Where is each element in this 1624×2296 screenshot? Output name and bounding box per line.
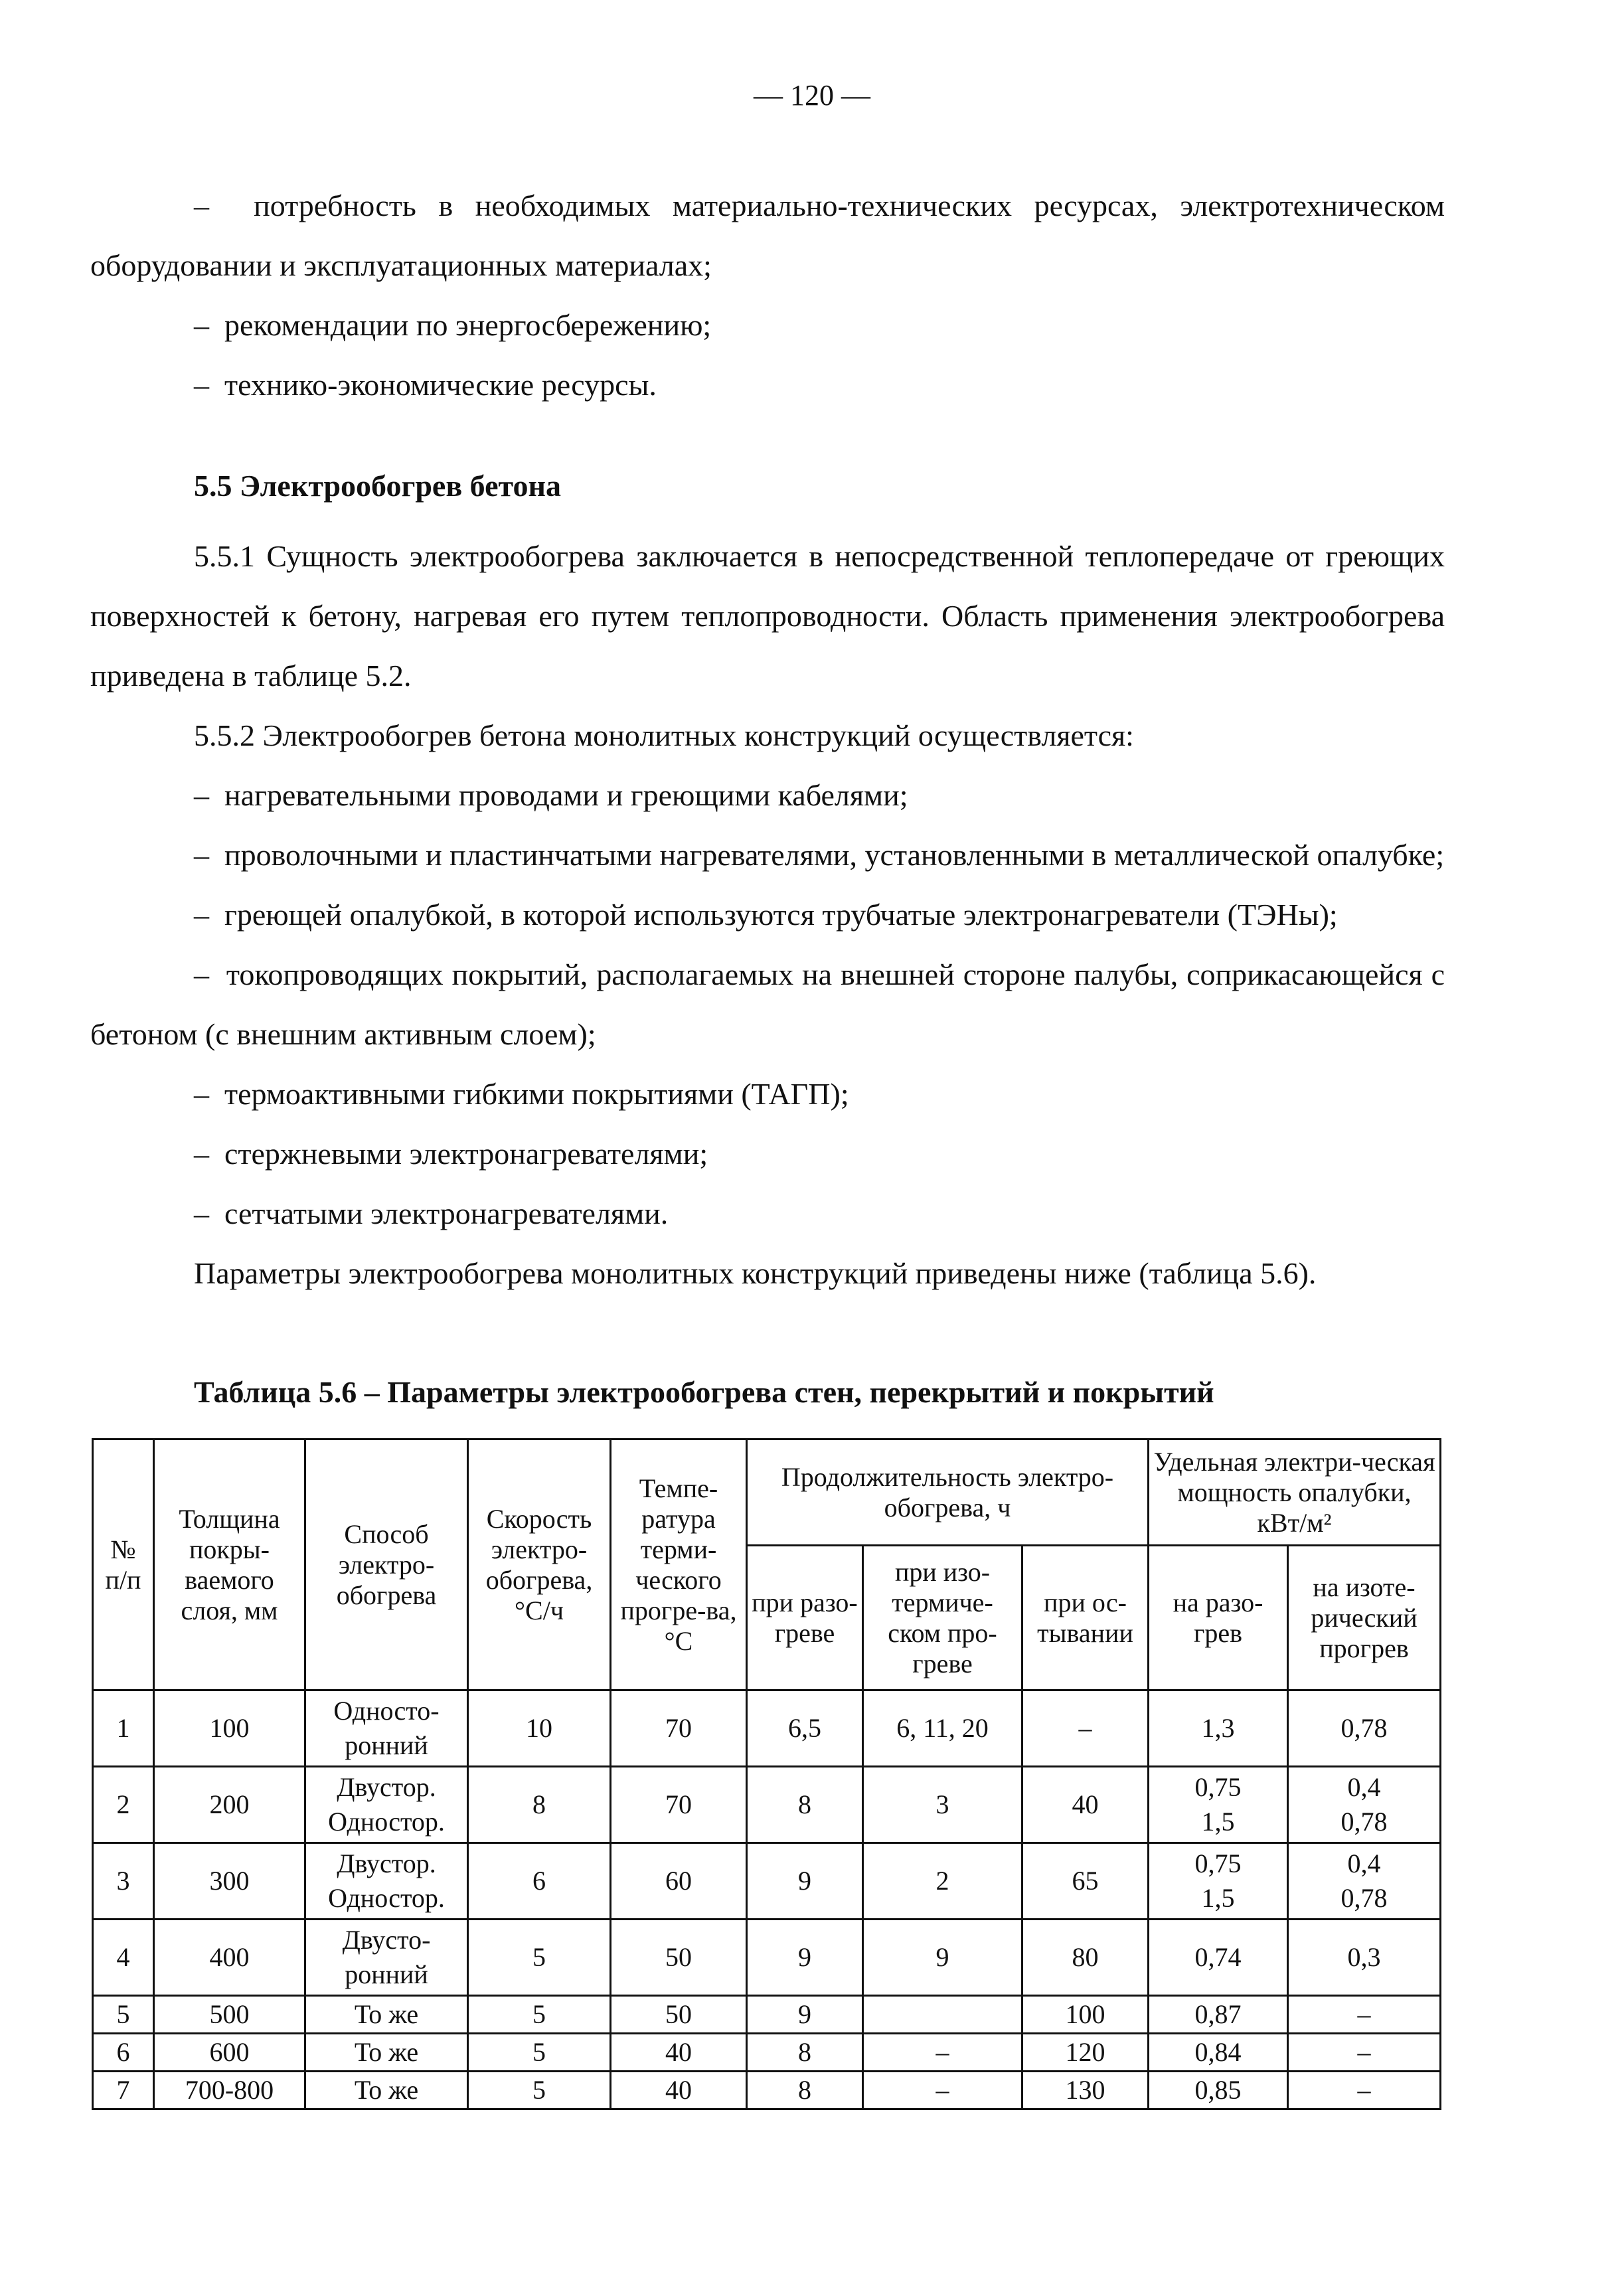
- cell-num: 1: [93, 1690, 154, 1767]
- cell-dur-cool: –: [1022, 1690, 1149, 1767]
- cell-dur-heat: 9: [747, 1843, 863, 1920]
- cell-temp: 70: [611, 1690, 747, 1767]
- cell-dur-cool: 80: [1022, 1920, 1149, 1996]
- cell-speed: 8: [468, 1767, 611, 1843]
- cell-value-line: 1,5: [1201, 1807, 1235, 1837]
- cell-value-line: 0,4: [1347, 1848, 1381, 1878]
- header-speed: Скорость электро-обогрева, °С/ч: [468, 1439, 611, 1690]
- method-item: – токопроводящих покрытий, располагаемых на внешней стороне палубы, соприкасающейся с бетоном (с внешним активным слоем);: [90, 945, 1445, 1064]
- cell-method: [305, 1843, 468, 1920]
- table-caption: Таблица 5.6 – Параметры электрообогрева стен, перекрытий и покрытий: [194, 1375, 1214, 1409]
- cell-pow-iso: –: [1288, 2072, 1441, 2109]
- cell-speed: 5: [468, 2072, 611, 2109]
- cell-dur-heat: 9: [747, 1920, 863, 1996]
- cell-temp: 40: [611, 2072, 747, 2109]
- method-item: – сетчатыми электронагревателями.: [90, 1184, 1445, 1244]
- paragraph-5-5-2: 5.5.2 Электрообогрев бетона монолитных конструкций осуществляется:: [194, 718, 1134, 752]
- cell-method-line: ронний: [345, 1730, 428, 1760]
- cell-method-line: Односто-: [333, 1696, 440, 1726]
- paragraph-5-5-1: 5.5.1 Сущность электрообогрева заключается в непосредственной теплопередаче от греющих поверхностей к бетону, нагревая его путем теплопроводности. Область применения электрообогрева приведена в таблице 5.2.: [90, 539, 1445, 693]
- cell-value-line: 0,75: [1194, 1772, 1242, 1802]
- cell-pow-heat: 0,84: [1149, 2034, 1288, 2072]
- cell-pow-heat: 0,74: [1149, 1920, 1288, 1996]
- cell-method: То же: [305, 1996, 468, 2034]
- cell-thickness: 200: [154, 1767, 305, 1843]
- cell-method: То же: [305, 2072, 468, 2109]
- table-row: [93, 1920, 1441, 1996]
- cell-temp: 40: [611, 2034, 747, 2072]
- cell-method-line: Одностор.: [328, 1883, 445, 1913]
- cell-pow-iso: –: [1288, 1996, 1441, 2034]
- header-pow-heating: на разо-грев: [1149, 1546, 1288, 1690]
- cell-pow-heat: 0,87: [1149, 1996, 1288, 2034]
- cell-dur-heat: 8: [747, 2072, 863, 2109]
- cell-dur-cool: 40: [1022, 1767, 1149, 1843]
- cell-value-line: 0,4: [1347, 1772, 1381, 1802]
- method-item: – греющей опалубкой, в которой используются трубчатые электронагреватели (ТЭНы);: [90, 885, 1445, 945]
- table-row: [93, 2072, 1441, 2109]
- cell-dur-heat: 8: [747, 2034, 863, 2072]
- cell-thickness: 700-800: [154, 2072, 305, 2109]
- cell-dur-heat: 6,5: [747, 1690, 863, 1767]
- cell-value-line: 0,78: [1340, 1807, 1388, 1837]
- page-number: — 120 —: [754, 79, 870, 112]
- cell-dur-iso: –: [863, 2072, 1022, 2109]
- cell-speed: 5: [468, 1996, 611, 2034]
- method-item: – термоактивными гибкими покрытиями (ТАГП);: [90, 1064, 1445, 1124]
- cell-thickness: 400: [154, 1920, 305, 1996]
- cell-dur-iso: [863, 1996, 1022, 2034]
- intro-bullet: – рекомендации по энергосбережению;: [90, 295, 1445, 355]
- cell-dur-iso: 6, 11, 20: [863, 1690, 1022, 1767]
- cell-value-line: 0,78: [1340, 1883, 1388, 1913]
- table-row: [93, 1767, 1441, 1843]
- cell-dur-heat: 8: [747, 1767, 863, 1843]
- method-item: – нагревательными проводами и греющими кабелями;: [90, 766, 1445, 825]
- cell-method-line: Двустор.: [337, 1848, 436, 1878]
- header-duration-group: Продолжительность электро-обогрева, ч: [747, 1439, 1149, 1546]
- table-row: [93, 1690, 1441, 1767]
- cell-thickness: 600: [154, 2034, 305, 2072]
- section-body: [90, 527, 1445, 1303]
- cell-speed: 5: [468, 1920, 611, 1996]
- cell-method: [305, 1767, 468, 1843]
- header-dur-heating: при разо-греве: [747, 1546, 863, 1690]
- cell-pow-iso: [1288, 1843, 1441, 1920]
- cell-value-line: 0,75: [1194, 1848, 1242, 1878]
- cell-num: 2: [93, 1767, 154, 1843]
- cell-pow-heat: [1149, 1843, 1288, 1920]
- section-heading: 5.5 Электрообогрев бетона: [194, 469, 561, 503]
- cell-dur-cool: 120: [1022, 2034, 1149, 2072]
- header-dur-cooling: при ос-тывании: [1022, 1546, 1149, 1690]
- header-pow-isothermal: на изоте-рический прогрев: [1288, 1546, 1441, 1690]
- cell-pow-heat: 1,3: [1149, 1690, 1288, 1767]
- header-dur-isothermal: при изо-термиче-ском про-греве: [863, 1546, 1022, 1690]
- cell-method-line: Двустор.: [337, 1772, 436, 1802]
- cell-thickness: 500: [154, 1996, 305, 2034]
- cell-dur-iso: 2: [863, 1843, 1022, 1920]
- cell-pow-iso: 0,3: [1288, 1920, 1441, 1996]
- cell-temp: 50: [611, 1996, 747, 2034]
- cell-thickness: 300: [154, 1843, 305, 1920]
- method-item: – стержневыми электронагревателями;: [90, 1124, 1445, 1184]
- cell-method-line: ронний: [345, 1959, 428, 1989]
- cell-thickness: 100: [154, 1690, 305, 1767]
- cell-num: 3: [93, 1843, 154, 1920]
- intro-bullet: – потребность в необходимых материально-технических ресурсах, электротехническом оборудовании и эксплуатационных материалах;: [90, 176, 1445, 295]
- intro-bullet: – технико-экономические ресурсы.: [90, 355, 1445, 415]
- cell-dur-cool: 130: [1022, 2072, 1149, 2109]
- paragraph-table-ref: Параметры электрообогрева монолитных конструкций приведены ниже (таблица 5.6).: [194, 1256, 1317, 1290]
- intro-bullet-list: [90, 176, 1445, 415]
- cell-method: То же: [305, 2034, 468, 2072]
- cell-temp: 50: [611, 1920, 747, 1996]
- cell-method: [305, 1920, 468, 1996]
- cell-temp: 60: [611, 1843, 747, 1920]
- cell-method-line: Одностор.: [328, 1807, 445, 1837]
- cell-dur-cool: 100: [1022, 1996, 1149, 2034]
- cell-num: 5: [93, 1996, 154, 2034]
- header-power-group: Удельная электри-ческая мощность опалубки, кВт/м²: [1149, 1439, 1441, 1546]
- header-num: № п/п: [93, 1439, 154, 1690]
- method-item: – проволочными и пластинчатыми нагревателями, установленными в металлической опалубке;: [90, 825, 1445, 885]
- cell-dur-cool: 65: [1022, 1843, 1149, 1920]
- cell-method: [305, 1690, 468, 1767]
- table-row: [93, 1843, 1441, 1920]
- cell-pow-heat: [1149, 1767, 1288, 1843]
- cell-pow-iso: –: [1288, 2034, 1441, 2072]
- cell-dur-iso: –: [863, 2034, 1022, 2072]
- cell-dur-iso: 3: [863, 1767, 1022, 1843]
- header-method: Способ электро-обогрева: [305, 1439, 468, 1690]
- cell-speed: 6: [468, 1843, 611, 1920]
- header-thickness: Толщина покры-ваемого слоя, мм: [154, 1439, 305, 1690]
- cell-speed: 10: [468, 1690, 611, 1767]
- cell-pow-iso: [1288, 1767, 1441, 1843]
- cell-pow-heat: 0,85: [1149, 2072, 1288, 2109]
- table-row: [93, 1996, 1441, 2034]
- cell-num: 4: [93, 1920, 154, 1996]
- table-row: [93, 2034, 1441, 2072]
- cell-value-line: 1,5: [1201, 1883, 1235, 1913]
- cell-method-line: Двусто-: [342, 1925, 431, 1955]
- cell-dur-iso: 9: [863, 1920, 1022, 1996]
- cell-pow-iso: 0,78: [1288, 1690, 1441, 1767]
- cell-temp: 70: [611, 1767, 747, 1843]
- cell-speed: 5: [468, 2034, 611, 2072]
- parameters-table: [92, 1438, 1441, 2110]
- header-temperature: Темпе-ратура терми-ческого прогре-ва, °С: [611, 1439, 747, 1690]
- cell-num: 6: [93, 2034, 154, 2072]
- cell-num: 7: [93, 2072, 154, 2109]
- cell-dur-heat: 9: [747, 1996, 863, 2034]
